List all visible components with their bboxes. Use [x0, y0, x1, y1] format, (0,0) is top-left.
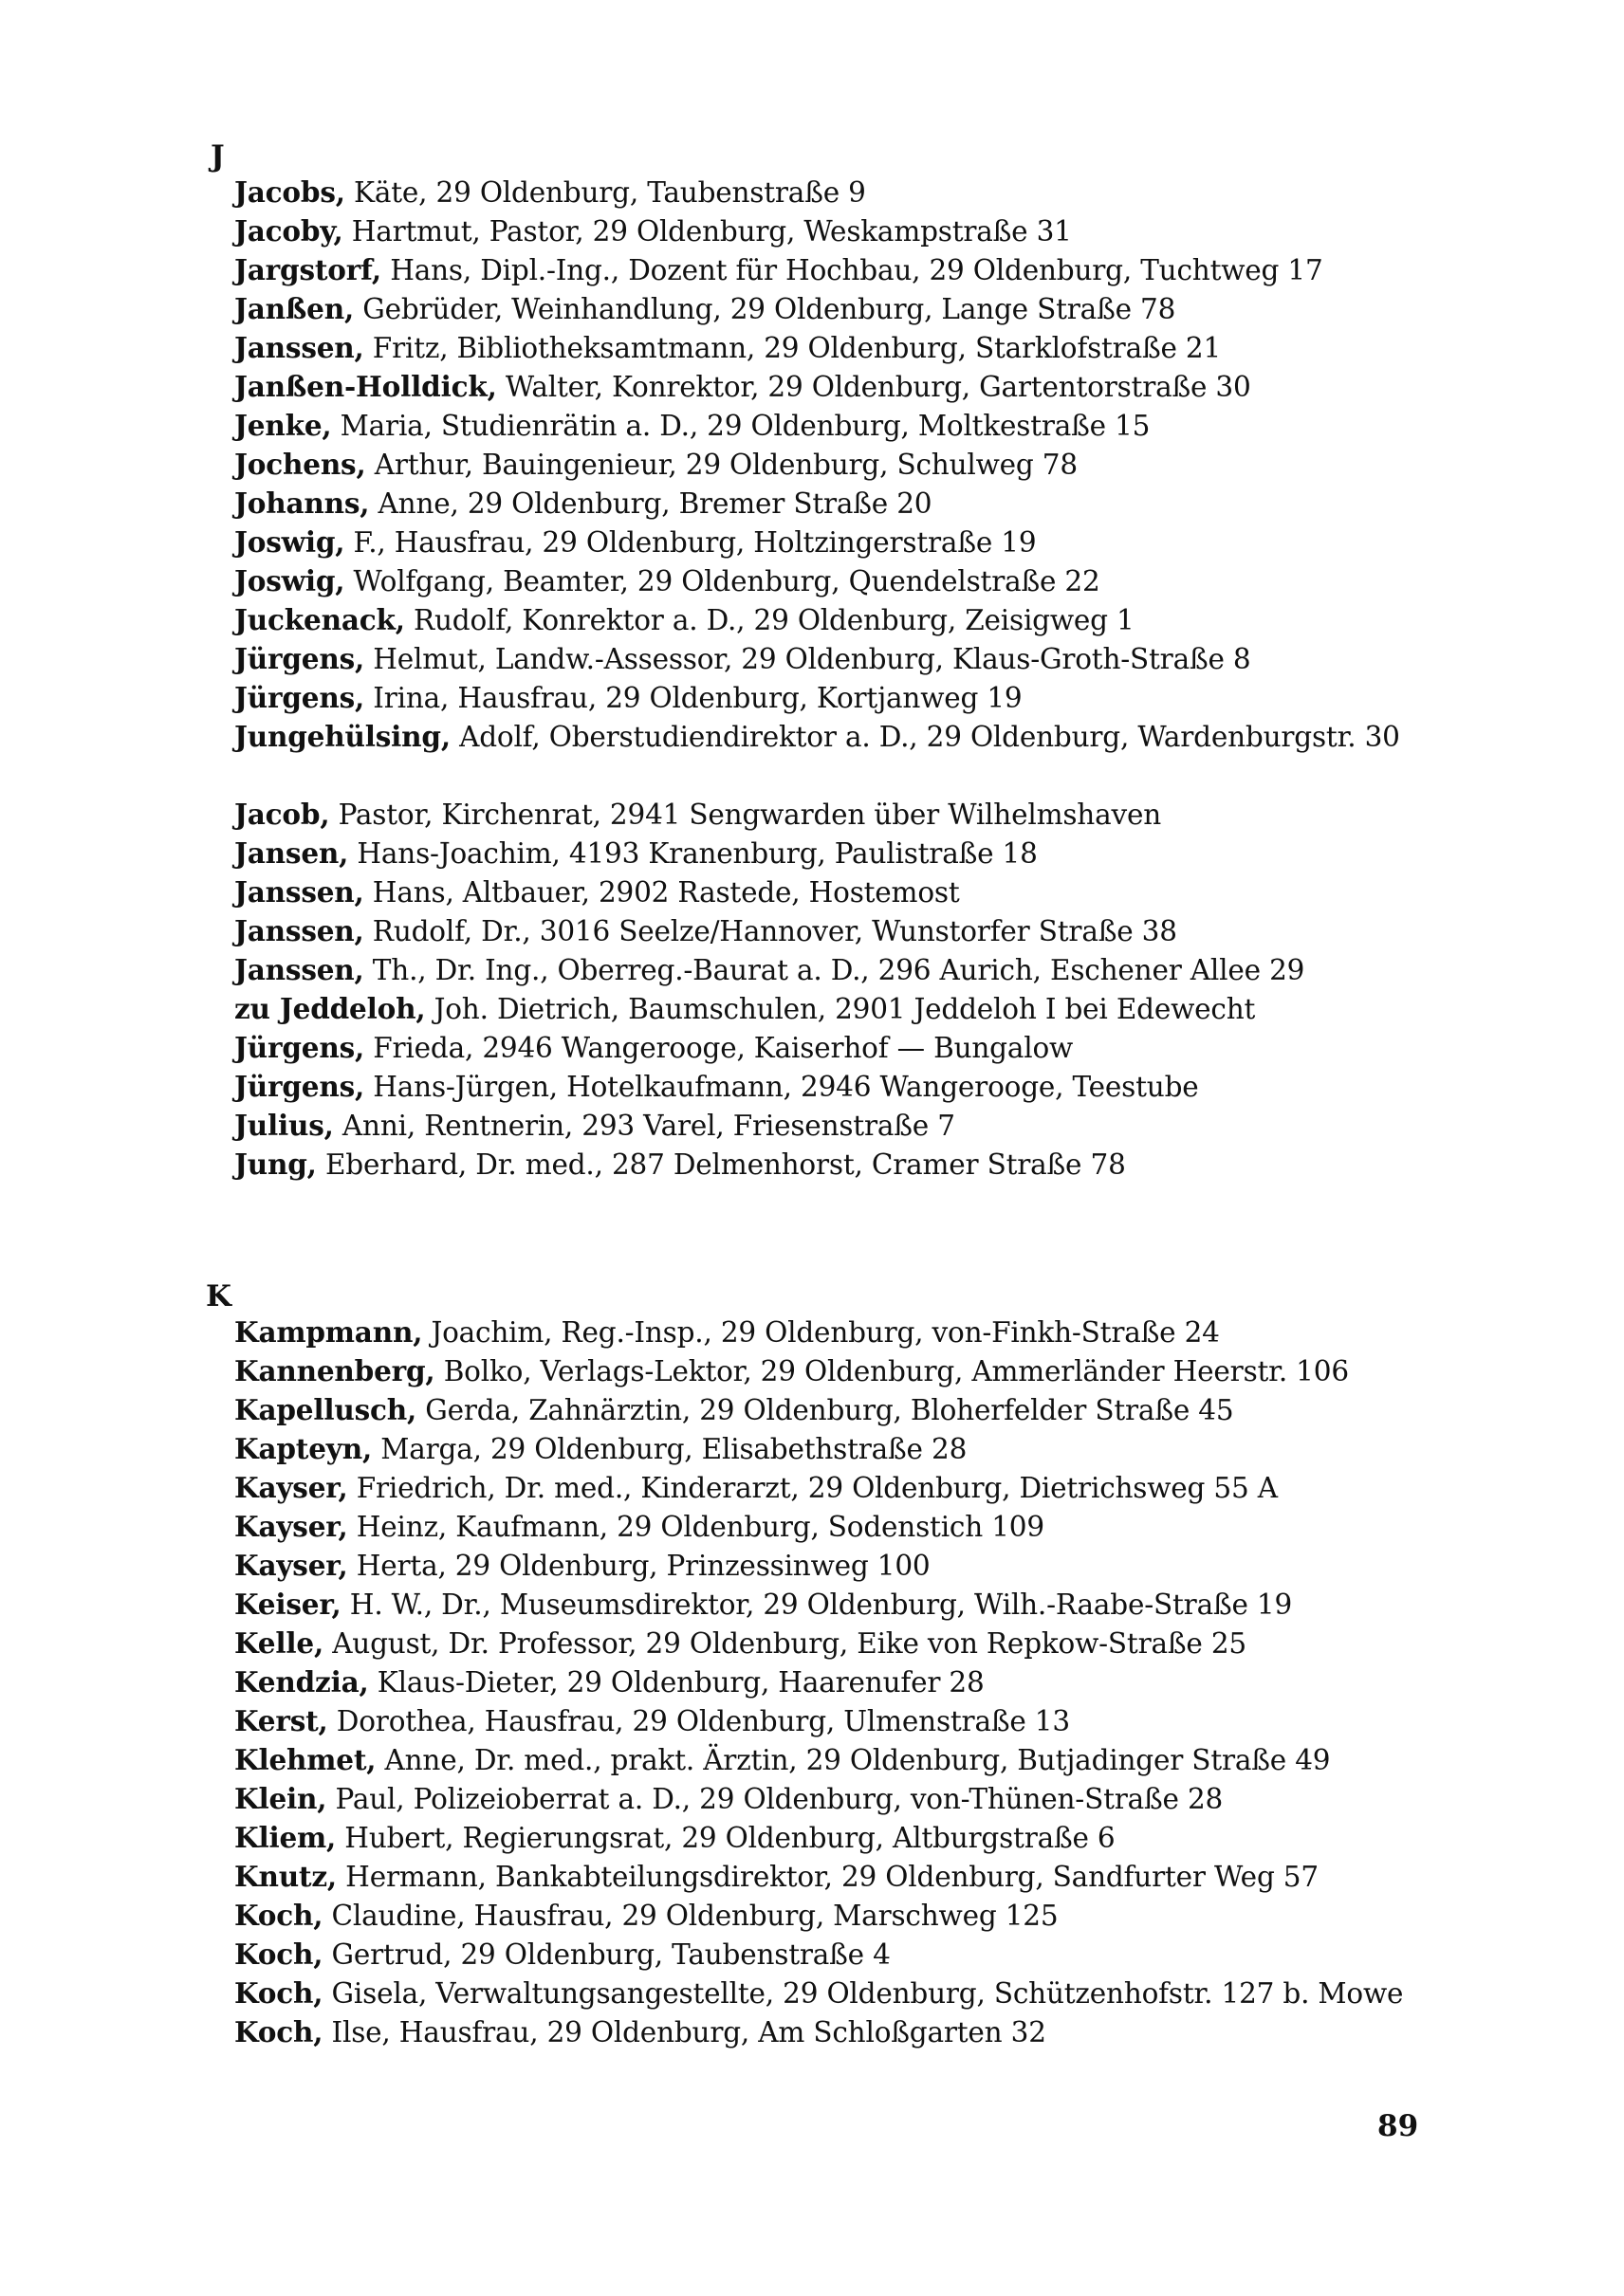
entry-name: Jacob,	[234, 798, 330, 831]
entry-name: Klein,	[234, 1782, 327, 1815]
directory-entry	[234, 1585, 1403, 1624]
directory-entry	[234, 600, 1400, 639]
directory-entry	[234, 1624, 1403, 1662]
entry-details: Hartmut, Pastor, 29 Oldenburg, Weskampstraße 31	[342, 215, 1072, 248]
entry-details: H. W., Dr., Museumsdirektor, 29 Oldenburg, Wilh.-Raabe-Straße 19	[341, 1589, 1293, 1621]
entry-name: Koch,	[234, 1899, 323, 1932]
entry-name: Jacobs,	[234, 175, 345, 209]
directory-entry	[234, 1351, 1403, 1390]
entry-details: Klaus-Dieter, 29 Oldenburg, Haarenufer 28	[368, 1666, 985, 1699]
directory-entry	[234, 484, 1400, 523]
directory-entry	[234, 1935, 1403, 1974]
entry-details: Pastor, Kirchenrat, 2941 Sengwarden über Wilhelmshaven	[329, 799, 1162, 831]
directory-entry	[234, 795, 1304, 834]
entry-details: Ilse, Hausfrau, 29 Oldenburg, Am Schloßgarten 32	[323, 2016, 1046, 2048]
directory-entry	[234, 1779, 1403, 1818]
entry-details: Arthur, Bauingenieur, 29 Oldenburg, Schulweg 78	[365, 449, 1078, 481]
entry-details: Eberhard, Dr. med., 287 Delmenhorst, Cramer Straße 78	[316, 1148, 1126, 1181]
entry-name: Kliem,	[234, 1821, 337, 1854]
directory-entry	[234, 1468, 1403, 1507]
entry-name: Janssen,	[234, 953, 364, 986]
entry-details: Herta, 29 Oldenburg, Prinzessinweg 100	[347, 1550, 931, 1582]
entry-list-k-oldenburg	[234, 1313, 1403, 2051]
entry-name: Kerst,	[234, 1704, 328, 1737]
directory-entry	[234, 1662, 1403, 1701]
entry-name: Janssen,	[234, 875, 364, 909]
entry-name: zu Jeddeloh,	[234, 992, 426, 1025]
entry-name: Jenke,	[234, 409, 332, 442]
entry-name: Jacoby,	[234, 214, 343, 248]
entry-details: Th., Dr. Ing., Oberreg.-Baurat a. D., 296 Aurich, Eschener Allee 29	[363, 954, 1305, 986]
directory-entry	[234, 445, 1400, 484]
directory-entry	[234, 250, 1400, 289]
directory-entry	[234, 1067, 1304, 1106]
entry-details: Anni, Rentnerin, 293 Varel, Friesenstraße 7	[333, 1110, 955, 1142]
page-number: 89	[1377, 2109, 1419, 2143]
entry-details: Irina, Hausfrau, 29 Oldenburg, Kortjanweg 19	[364, 682, 1023, 714]
entry-name: Jochens,	[234, 448, 366, 481]
entry-name: Juckenack,	[234, 603, 405, 636]
entry-name: Jansen,	[234, 836, 349, 870]
directory-entry	[234, 1896, 1403, 1935]
entry-list-j-other-places	[234, 795, 1304, 1184]
entry-name: Knutz,	[234, 1860, 337, 1893]
entry-name: Klehmet,	[234, 1743, 377, 1776]
section-letter-j: J	[211, 139, 225, 174]
entry-details: Joh. Dietrich, Baumschulen, 2901 Jeddeloh I bei Edewecht	[425, 993, 1256, 1025]
entry-details: Maria, Studienrätin a. D., 29 Oldenburg, Moltkestraße 15	[331, 410, 1151, 442]
entry-name: Jürgens,	[234, 681, 365, 714]
entry-name: Kampmann,	[234, 1315, 423, 1349]
entry-name: Koch,	[234, 1938, 323, 1971]
entry-name: Jürgens,	[234, 642, 365, 675]
entry-details: Marga, 29 Oldenburg, Elisabethstraße 28	[372, 1433, 968, 1465]
directory-entry	[234, 872, 1304, 911]
directory-entry	[234, 1974, 1403, 2012]
entry-name: Koch,	[234, 2015, 323, 2048]
entry-details: Frieda, 2946 Wangerooge, Kaiserhof — Bungalow	[364, 1032, 1074, 1064]
entry-name: Keiser,	[234, 1588, 341, 1621]
entry-details: Gerda, Zahnärztin, 29 Oldenburg, Bloherfelder Straße 45	[416, 1394, 1234, 1426]
entry-details: Hans-Jürgen, Hotelkaufmann, 2946 Wangerooge, Teestube	[364, 1071, 1199, 1103]
entry-details: Adolf, Oberstudiendirektor a. D., 29 Oldenburg, Wardenburgstr. 30	[450, 721, 1400, 753]
directory-entry	[234, 523, 1400, 561]
directory-entry	[234, 561, 1400, 600]
directory-entry	[234, 1313, 1403, 1351]
entry-details: Friedrich, Dr. med., Kinderarzt, 29 Oldenburg, Dietrichsweg 55 A	[347, 1472, 1278, 1504]
entry-details: Bolko, Verlags-Lektor, 29 Oldenburg, Ammerländer Heerstr. 106	[434, 1355, 1349, 1387]
directory-entry	[234, 1028, 1304, 1067]
entry-name: Jargstorf,	[234, 253, 382, 286]
entry-name: Joswig,	[234, 564, 345, 597]
directory-entry	[234, 367, 1400, 406]
directory-entry	[234, 678, 1400, 717]
entry-list-j-oldenburg	[234, 173, 1400, 756]
entry-details: Anne, Dr. med., prakt. Ärztin, 29 Oldenburg, Butjadinger Straße 49	[376, 1744, 1331, 1776]
entry-details: Gisela, Verwaltungsangestellte, 29 Oldenburg, Schützenhofstr. 127 b. Mowe	[323, 1977, 1404, 2010]
directory-entry	[234, 911, 1304, 950]
entry-name: Kapellusch,	[234, 1393, 417, 1426]
directory-entry	[234, 211, 1400, 250]
entry-name: Jürgens,	[234, 1031, 365, 1064]
entry-details: August, Dr. Professor, 29 Oldenburg, Eike von Repkow-Straße 25	[323, 1627, 1246, 1660]
entry-details: Fritz, Bibliotheksamtmann, 29 Oldenburg, Starklofstraße 21	[363, 332, 1222, 364]
entry-name: Jürgens,	[234, 1070, 365, 1103]
entry-details: Hubert, Regierungsrat, 29 Oldenburg, Altburgstraße 6	[336, 1822, 1116, 1854]
entry-name: Kelle,	[234, 1626, 324, 1660]
directory-entry	[234, 1106, 1304, 1145]
entry-details: Hans, Altbauer, 2902 Rastede, Hostemost	[363, 876, 960, 909]
entry-name: Kapteyn,	[234, 1432, 373, 1465]
directory-entry	[234, 639, 1400, 678]
entry-name: Janssen,	[234, 331, 364, 364]
entry-details: Rudolf, Dr., 3016 Seelze/Hannover, Wunstorfer Straße 38	[363, 915, 1177, 947]
directory-entry	[234, 2012, 1403, 2051]
directory-entry	[234, 173, 1400, 211]
entry-details: Käte, 29 Oldenburg, Taubenstraße 9	[344, 176, 866, 209]
directory-entry	[234, 1507, 1403, 1546]
entry-details: Walter, Konrektor, 29 Oldenburg, Gartentorstraße 30	[496, 371, 1251, 403]
entry-details: Wolfgang, Beamter, 29 Oldenburg, Quendelstraße 22	[344, 565, 1100, 597]
entry-details: Claudine, Hausfrau, 29 Oldenburg, Marschweg 125	[323, 1900, 1059, 1932]
entry-details: Helmut, Landw.-Assessor, 29 Oldenburg, Klaus-Groth-Straße 8	[364, 643, 1251, 675]
entry-details: Gebrüder, Weinhandlung, 29 Oldenburg, Lange Straße 78	[354, 293, 1176, 325]
entry-name: Kannenberg,	[234, 1354, 435, 1387]
directory-entry	[234, 717, 1400, 756]
entry-name: Johanns,	[234, 487, 370, 520]
entry-details: Anne, 29 Oldenburg, Bremer Straße 20	[369, 487, 932, 520]
directory-entry	[234, 328, 1400, 367]
entry-name: Koch,	[234, 1976, 323, 2010]
entry-name: Kayser,	[234, 1510, 348, 1543]
directory-entry	[234, 1857, 1403, 1896]
directory-entry	[234, 289, 1400, 328]
directory-entry	[234, 1818, 1403, 1857]
directory-entry	[234, 989, 1304, 1028]
entry-details: Hermann, Bankabteilungsdirektor, 29 Oldenburg, Sandfurter Weg 57	[337, 1861, 1319, 1893]
directory-entry	[234, 1429, 1403, 1468]
directory-entry	[234, 834, 1304, 872]
directory-entry	[234, 1390, 1403, 1429]
directory-entry	[234, 1701, 1403, 1740]
entry-details: Hans-Joachim, 4193 Kranenburg, Paulistraße 18	[348, 837, 1038, 870]
entry-name: Kendzia,	[234, 1665, 369, 1699]
directory-entry	[234, 950, 1304, 989]
entry-details: Rudolf, Konrektor a. D., 29 Oldenburg, Zeisigweg 1	[404, 604, 1135, 636]
directory-entry	[234, 1740, 1403, 1779]
entry-details: Joachim, Reg.-Insp., 29 Oldenburg, von-Finkh-Straße 24	[422, 1316, 1220, 1349]
directory-entry	[234, 1546, 1403, 1585]
entry-name: Kayser,	[234, 1471, 348, 1504]
directory-entry	[234, 1145, 1304, 1184]
directory-entry	[234, 406, 1400, 445]
entry-name: Janßen-Holldick,	[234, 370, 497, 403]
entry-details: Gertrud, 29 Oldenburg, Taubenstraße 4	[323, 1938, 891, 1971]
entry-details: Hans, Dipl.-Ing., Dozent für Hochbau, 29 Oldenburg, Tuchtweg 17	[381, 254, 1323, 286]
entry-name: Janßen,	[234, 292, 355, 325]
entry-name: Julius,	[234, 1109, 334, 1142]
entry-details: F., Hausfrau, 29 Oldenburg, Holtzingerstraße 19	[344, 526, 1037, 559]
entry-name: Kayser,	[234, 1549, 348, 1582]
entry-name: Jung,	[234, 1148, 317, 1181]
entry-name: Joswig,	[234, 525, 345, 559]
entry-details: Dorothea, Hausfrau, 29 Oldenburg, Ulmenstraße 13	[327, 1705, 1070, 1737]
entry-name: Janssen,	[234, 914, 364, 947]
entry-name: Jungehülsing,	[234, 720, 451, 753]
entry-details: Heinz, Kaufmann, 29 Oldenburg, Sodenstich 109	[347, 1511, 1044, 1543]
entry-details: Paul, Polizeioberrat a. D., 29 Oldenburg, von-Thünen-Straße 28	[326, 1783, 1224, 1815]
section-letter-k: K	[206, 1279, 231, 1313]
